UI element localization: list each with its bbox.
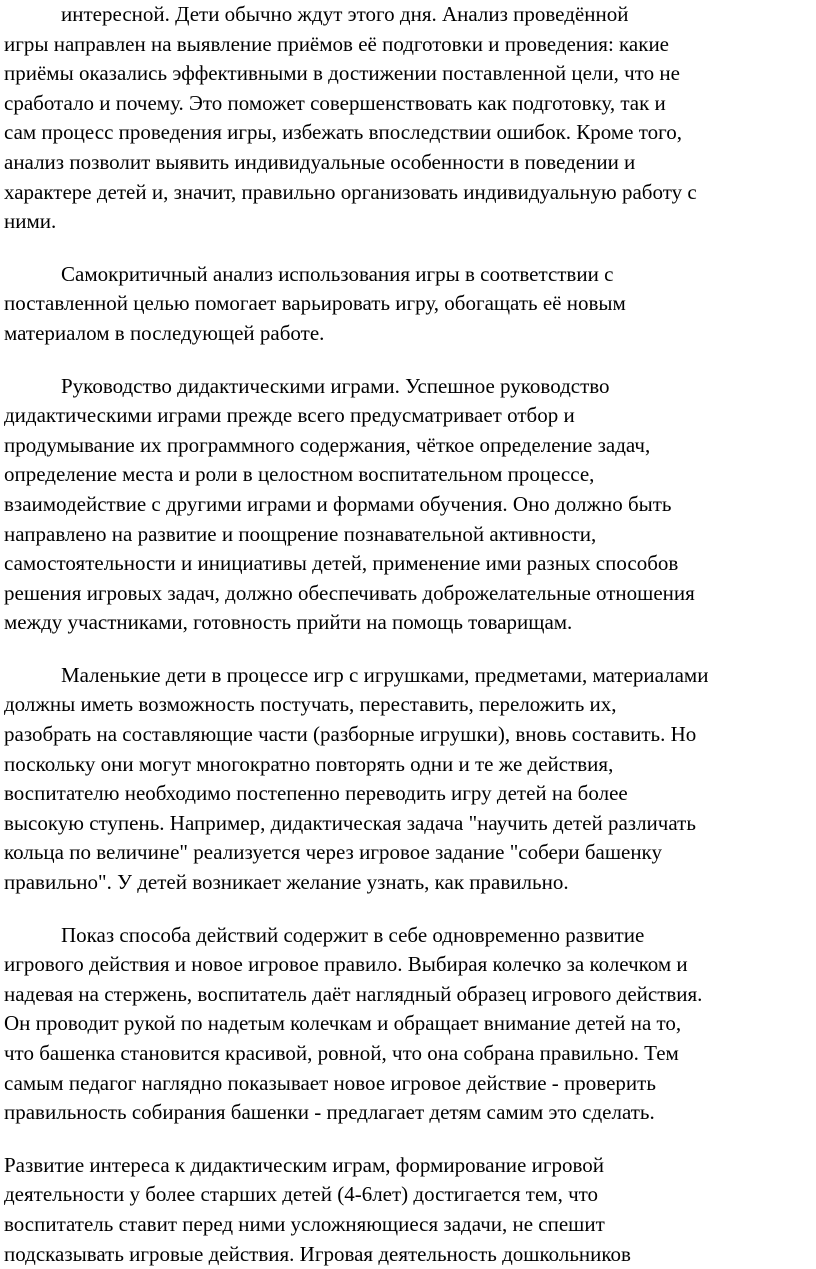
text-line: сработало и почему. Это поможет совершенствовать как подготовку, так и (4, 90, 666, 115)
text-line: подсказывать игровые действия. Игровая деятельность дошкольников (4, 1241, 631, 1266)
text-line: деятельности у более старших детей (4-6лет) достигается тем, что (4, 1182, 599, 1207)
text-line: игры направлен на выявление приёмов её подготовки и проведения: какие (4, 31, 669, 56)
text-line: сам процесс проведения игры, избежать впоследствии ошибок. Кроме того, (4, 120, 682, 145)
text-line: характере детей и, значит, правильно организовать индивидуальную работу с (4, 179, 697, 204)
text-line: кольца по величине" реализуется через игровое задание "собери башенку (4, 840, 662, 865)
paragraph (4, 661, 812, 898)
paragraph (4, 0, 812, 237)
text-line: анализ позволит выявить индивидуальные особенности в поведении и (4, 149, 636, 174)
text-line: поскольку они могут многократно повторять одни и те же действия, (4, 751, 614, 776)
text-line: поставленной целью помогает варьировать игру, обогащать её новым (4, 291, 626, 316)
text-line: самым педагог наглядно показывает новое игровое действие - проверить (4, 1070, 656, 1095)
text-line: Показ способа действий содержит в себе одновременно развитие (61, 922, 645, 947)
text-line: правильность собирания башенки - предлагает детям самим это сделать. (4, 1100, 655, 1125)
text-line: продумывание их программного содержания, чёткое определение задач, (4, 432, 651, 457)
text-line: взаимодействие с другими играми и формами обучения. Оно должно быть (4, 491, 672, 516)
text-line: приёмы оказались эффективными в достижении поставленной цели, что не (4, 61, 680, 86)
text-line: между участниками, готовность прийти на помощь товарищам. (4, 610, 573, 635)
paragraph (4, 921, 812, 1128)
text-line: самостоятельности и инициативы детей, применение ими разных способов (4, 551, 679, 576)
text-line: направлено на развитие и поощрение познавательной активности, (4, 521, 597, 546)
text-line: игрового действия и новое игровое правило. Выбирая колечко за колечком и (4, 952, 688, 977)
text-line: решения игровых задач, должно обеспечивать доброжелательные отношения (4, 580, 695, 605)
text-line: Самокритичный анализ использования игры в соответствии с (61, 261, 614, 286)
paragraph (4, 260, 812, 349)
text-line: высокую ступень. Например, дидактическая задача "научить детей различать (4, 810, 696, 835)
paragraph (4, 372, 812, 638)
text-line: дидактическими играми прежде всего предусматривает отбор и (4, 403, 575, 428)
text-line: Развитие интереса к дидактическим играм, формирование игровой (4, 1152, 604, 1177)
text-line: что башенка становится красивой, ровной, что она собрана правильно. Тем (4, 1041, 679, 1065)
text-line: материалом в последующей работе. (4, 320, 325, 345)
text-line: Руководство дидактическими играми. Успешное руководство (61, 373, 610, 398)
paragraph (4, 1151, 812, 1269)
text-line: воспитатель ставит перед ними усложняющиеся задачи, не спешит (4, 1211, 605, 1236)
text-line: правильно". У детей возникает желание узнать, как правильно. (4, 870, 569, 895)
text-line: ними. (4, 209, 57, 234)
text-line: интересной. Дети обычно ждут этого дня. Анализ проведённой (61, 2, 629, 26)
text-line: определение места и роли в целостном воспитательном процессе, (4, 462, 595, 487)
text-line: Маленькие дети в процессе игр с игрушками, предметами, материалами (61, 662, 709, 687)
text-line: Он проводит рукой по надетым колечкам и обращает внимание детей на то, (4, 1011, 682, 1036)
text-line: воспитателю необходимо постепенно переводить игру детей на более (4, 781, 628, 806)
text-line: должны иметь возможность постучать, переставить, переложить их, (4, 692, 617, 717)
document-body (4, 0, 812, 1269)
text-line: разобрать на составляющие части (разборные игрушки), вновь составить. Но (4, 722, 697, 747)
text-line: надевая на стержень, воспитатель даёт наглядный образец игрового действия. (4, 981, 703, 1006)
